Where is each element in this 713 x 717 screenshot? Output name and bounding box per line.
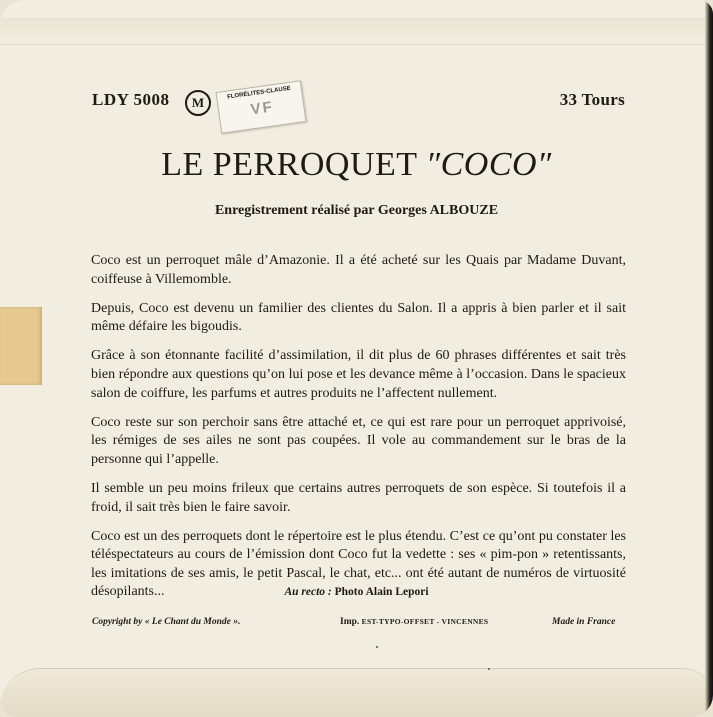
photo-credit-lead: Au recto : [284,586,332,598]
recording-credit: Enregistrement réalisé par Georges ALBOUZE [214,203,499,218]
sticker-stamp: VF [249,98,275,119]
paragraph: Coco reste sur son perchoir sans être attaché et, ce qui est rare pour un perroquet apprivoisé, les rémiges de ses ailes ne sont pas coupées. Il vole au commandement sur le bras de la personne qui l’appelle. [91,414,626,467]
sleeve-edge [705,0,713,717]
top-crease [0,18,713,45]
record-speed: 33 Tours [559,90,625,109]
title-main: LE PERROQUET [161,146,417,183]
printer-lead: Imp. [340,617,360,627]
paragraph: Depuis, Coco est devenu un familier des clientes du Salon. Il a appris à bien parler et il sait même défaire les bigoudis. [91,300,626,335]
printer-notice [340,617,488,627]
paragraph: Coco est un perroquet mâle d’Amazonie. Il a été acheté sur les Quais par Madame Duvant, coiffeuse à Villemomble. [91,253,626,287]
paragraph: Coco est un des perroquets dont le répertoire est le plus étendu. C’est ce qu’ont pu constater les téléspectateurs au cours de l’émission dont Coco fut la vedette : ses « pim-pon » retentissants, les imitations de ses amis, le petit Pascal, le chat, etc... ont été autant de numéros de virtuosité désopilants... [91,528,626,600]
price-sticker [215,80,306,134]
paper-speck [488,668,490,670]
liner-notes [91,252,626,613]
photo-credit-name: Photo Alain Lepori [334,586,429,598]
catalog-reference: LDY 5008 [92,90,170,109]
origin-notice: Made in France [552,617,616,627]
page-title [0,146,713,184]
copyright-notice: Copyright by « Le Chant du Monde ». [92,617,241,627]
sticker-brand: FLORÉLITES-CLAUSE [226,85,292,101]
printer-name: EST-TYPO-OFFSET - VINCENNES [361,617,489,626]
paper-speck [376,646,378,648]
bottom-crease [0,668,713,717]
title-quoted: ″COCO″ [425,146,552,183]
m-circle-mark: M [185,90,211,116]
paragraph: Il semble un peu moins frileux que certains autres perroquets de son espèce. Si toutefois il a froid, il sait très bien le faire savoir. [91,480,626,515]
tape-strip [0,307,42,385]
paragraph: Grâce à son étonnante facilité d’assimilation, il dit plus de 60 phrases différentes et sait très bien répondre aux questions qu’on lui pose et les devance même à l’occasion. Dans le spacieux salon de coiffure, les parfums et autres produits ne l’affectent nullement. [91,348,626,401]
photo-credit [0,586,713,598]
